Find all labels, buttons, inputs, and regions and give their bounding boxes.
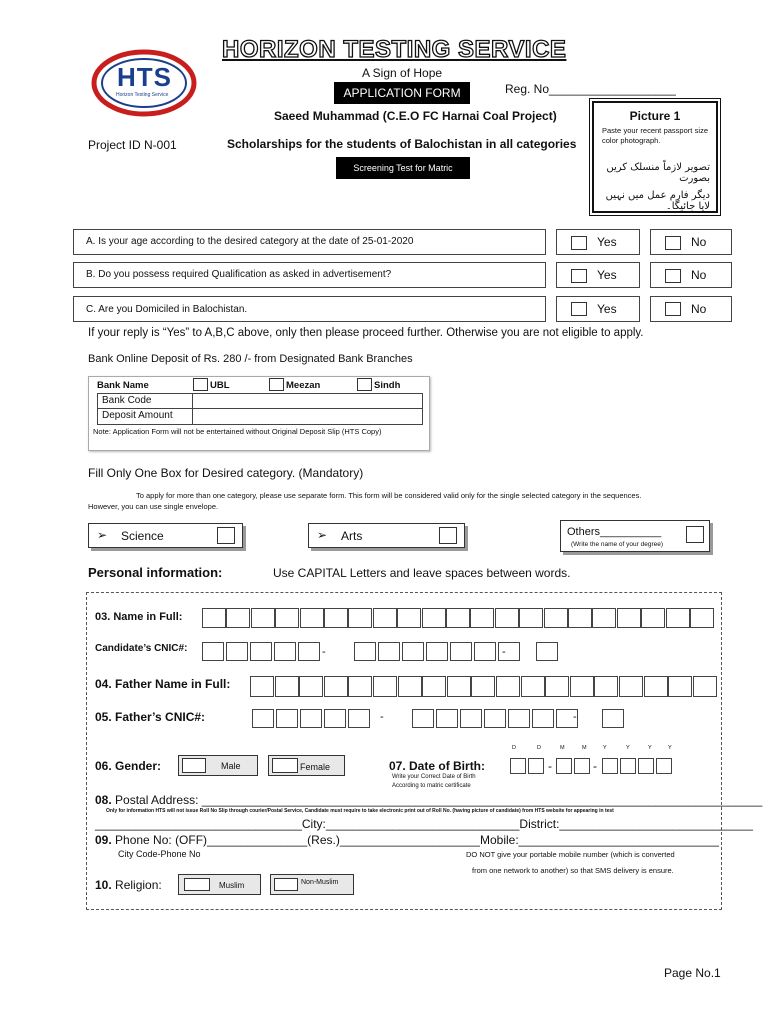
input-cell[interactable] bbox=[324, 608, 348, 628]
input-cell[interactable] bbox=[226, 608, 250, 628]
question-b-yes[interactable]: Yes bbox=[556, 262, 640, 288]
question-b-no[interactable]: No bbox=[650, 262, 732, 288]
input-cell[interactable] bbox=[275, 608, 299, 628]
question-a: A. Is your age according to the desired category at the date of 25-01-2020 bbox=[73, 229, 546, 255]
gender-male-checkbox[interactable] bbox=[182, 758, 206, 773]
dob-hint-1: Write your Correct Date of Birth bbox=[392, 774, 476, 780]
dob-letter: Y bbox=[648, 745, 652, 751]
input-cell[interactable] bbox=[298, 642, 320, 661]
input-cell[interactable] bbox=[252, 709, 274, 728]
input-cell[interactable] bbox=[446, 608, 470, 628]
dob-letter: Y bbox=[603, 745, 607, 751]
eligibility-notice: If your reply is “Yes” to A,B,C above, only then please proceed further. Otherwise you are not eligible to apply. bbox=[88, 327, 644, 339]
input-cell[interactable] bbox=[373, 676, 397, 697]
input-cell[interactable] bbox=[471, 676, 495, 697]
picture-note: Paste your recent passport size color photograph. bbox=[602, 126, 708, 145]
input-cell[interactable] bbox=[202, 642, 224, 661]
dob-hint-2: According to matric certificate bbox=[392, 783, 471, 789]
picture-urdu-2: دیگر فارم عمل میں نہیں لایا جائیگا۔ bbox=[605, 190, 710, 212]
mobile-note-1: DO NOT give your portable mobile number (which is converted bbox=[466, 850, 675, 859]
input-cell[interactable] bbox=[693, 676, 717, 697]
reg-no: Reg. No___________________ bbox=[505, 82, 676, 96]
input-cell[interactable] bbox=[354, 642, 376, 661]
question-a-no-checkbox[interactable] bbox=[665, 236, 681, 250]
dob-label: 07. Date of Birth: bbox=[389, 759, 486, 773]
bank-meezan-checkbox[interactable] bbox=[269, 378, 284, 391]
input-cell[interactable] bbox=[668, 676, 692, 697]
religion-non-muslim-checkbox[interactable] bbox=[274, 878, 298, 891]
bank-code-input[interactable] bbox=[192, 393, 424, 409]
input-cell[interactable] bbox=[508, 709, 530, 728]
input-cell[interactable] bbox=[373, 608, 397, 628]
bank-sindh-checkbox[interactable] bbox=[357, 378, 372, 391]
input-cell[interactable] bbox=[532, 709, 554, 728]
input-cell[interactable] bbox=[602, 758, 618, 774]
cnic-dash-1: - bbox=[322, 646, 326, 658]
input-cell[interactable] bbox=[378, 642, 400, 661]
input-cell[interactable] bbox=[250, 642, 272, 661]
bank-meezan-label: Meezan bbox=[286, 380, 321, 391]
input-cell[interactable] bbox=[436, 709, 458, 728]
scholarship-line: Scholarships for the students of Balochistan in all categories bbox=[227, 137, 577, 151]
input-cell[interactable] bbox=[528, 758, 544, 774]
question-c-yes[interactable]: Yes bbox=[556, 296, 640, 322]
page-number: Page No.1 bbox=[664, 966, 721, 980]
input-cell[interactable] bbox=[251, 608, 275, 628]
input-cell[interactable] bbox=[447, 676, 471, 697]
input-cell[interactable] bbox=[422, 608, 446, 628]
question-b: B. Do you possess required Qualification as asked in advertisement? bbox=[73, 262, 546, 288]
input-cell[interactable] bbox=[299, 676, 323, 697]
input-cell[interactable] bbox=[666, 608, 690, 628]
city-district-line[interactable]: _______________________________City:_____________________________District:_____________________________ bbox=[95, 817, 753, 831]
input-cell[interactable] bbox=[348, 676, 372, 697]
input-cell[interactable] bbox=[324, 709, 346, 728]
dob-letter: Y bbox=[626, 745, 630, 751]
category-instruction-1: To apply for more than one category, please use separate form. This form will be considered valid only for the single selected category in the sequences. bbox=[136, 491, 642, 500]
input-cell[interactable] bbox=[348, 709, 370, 728]
question-a-yes[interactable]: Yes bbox=[556, 229, 640, 255]
input-cell[interactable] bbox=[422, 676, 446, 697]
arts-option[interactable]: ➢ Arts bbox=[308, 523, 465, 548]
application-form-badge: APPLICATION FORM bbox=[334, 82, 470, 104]
input-cell[interactable] bbox=[656, 758, 672, 774]
religion-label: 10. Religion: bbox=[95, 878, 162, 892]
gender-male-option[interactable]: Male bbox=[178, 755, 258, 776]
input-cell[interactable] bbox=[568, 608, 592, 628]
dob-letter: D bbox=[512, 745, 516, 751]
mobile-note-2: from one network to another) so that SMS delivery is ensure. bbox=[472, 866, 674, 875]
input-cell[interactable] bbox=[536, 642, 558, 661]
postal-note: Only for information HTS will not issue Roll No Slip through courier/Postal Service, Candidate must require to take electronic print out of Roll No. (having picture of candidate) from HTS website for appearing in test bbox=[106, 808, 614, 814]
others-option[interactable]: Others__________ (Write the name of your degree) bbox=[560, 520, 710, 552]
dob-letter: Y bbox=[668, 745, 672, 751]
tagline: A Sign of Hope bbox=[362, 66, 443, 80]
postal-address-field[interactable]: 08. Postal Address: ____________________________________________________________________________________ bbox=[95, 793, 763, 807]
bank-ubl-checkbox[interactable] bbox=[193, 378, 208, 391]
father-cnic-dash-2: - bbox=[573, 711, 577, 723]
input-cell[interactable] bbox=[470, 608, 494, 628]
input-cell[interactable] bbox=[474, 642, 496, 661]
input-cell[interactable] bbox=[275, 676, 299, 697]
gender-label: 06. Gender: bbox=[95, 759, 162, 773]
picture-box[interactable] bbox=[592, 101, 718, 213]
input-cell[interactable] bbox=[398, 676, 422, 697]
input-cell[interactable] bbox=[570, 676, 594, 697]
input-cell[interactable] bbox=[644, 676, 668, 697]
bank-ubl-label: UBL bbox=[210, 380, 230, 391]
picture-title: Picture 1 bbox=[629, 109, 681, 123]
personal-heading: Personal information: bbox=[88, 565, 223, 580]
input-cell[interactable] bbox=[397, 608, 421, 628]
hts-logo bbox=[90, 48, 198, 118]
bank-heading: Bank Online Deposit of Rs. 280 /- from Designated Bank Branches bbox=[88, 353, 413, 365]
deposit-amount-row: Deposit Amount bbox=[97, 409, 423, 425]
input-cell[interactable] bbox=[402, 642, 424, 661]
input-cell[interactable] bbox=[594, 676, 618, 697]
question-b-yes-checkbox[interactable] bbox=[571, 269, 587, 283]
gender-female-option[interactable]: Female bbox=[268, 755, 345, 776]
question-a-no[interactable]: No bbox=[650, 229, 732, 255]
input-cell[interactable] bbox=[426, 642, 448, 661]
arts-arrow-icon: ➢ bbox=[317, 528, 328, 542]
religion-muslim-option[interactable]: Muslim bbox=[178, 874, 261, 895]
project-id: Project ID N-001 bbox=[88, 138, 177, 152]
input-cell[interactable] bbox=[250, 676, 274, 697]
input-cell[interactable] bbox=[556, 758, 572, 774]
input-cell[interactable] bbox=[510, 758, 526, 774]
bank-name-label: Bank Name bbox=[97, 380, 149, 391]
question-c-yes-checkbox[interactable] bbox=[571, 302, 587, 316]
input-cell[interactable] bbox=[412, 709, 434, 728]
father-cnic-label: 05. Father’s CNIC#: bbox=[95, 710, 206, 724]
input-cell[interactable] bbox=[300, 709, 322, 728]
input-cell[interactable] bbox=[484, 709, 506, 728]
input-cell[interactable] bbox=[544, 608, 568, 628]
dob-letter: M bbox=[560, 745, 565, 751]
input-cell[interactable] bbox=[519, 608, 543, 628]
input-cell[interactable] bbox=[521, 676, 545, 697]
input-cell[interactable] bbox=[690, 608, 714, 628]
screening-badge: Screening Test for Matric bbox=[336, 157, 470, 179]
others-checkbox[interactable] bbox=[686, 526, 704, 543]
input-cell[interactable] bbox=[641, 608, 665, 628]
bank-code-row: Bank Code bbox=[97, 393, 423, 409]
owner-line: Saeed Muhammad (C.E.O FC Harnai Coal Project) bbox=[274, 109, 557, 123]
bank-sindh-label: Sindh bbox=[374, 380, 401, 391]
dob-dash-1: - bbox=[548, 759, 552, 773]
input-cell[interactable] bbox=[617, 608, 641, 628]
input-cell[interactable] bbox=[620, 758, 636, 774]
input-cell[interactable] bbox=[276, 709, 298, 728]
page-title: HORIZON TESTING SERVICE bbox=[222, 36, 567, 63]
city-code-hint: City Code-Phone No bbox=[118, 849, 201, 859]
dob-dash-2: - bbox=[593, 759, 597, 773]
father-cnic-dash-1: - bbox=[380, 711, 384, 723]
input-cell[interactable] bbox=[592, 608, 616, 628]
gender-female-checkbox[interactable] bbox=[272, 758, 298, 773]
category-heading: Fill Only One Box for Desired category. (Mandatory) bbox=[88, 466, 364, 480]
question-a-yes-checkbox[interactable] bbox=[571, 236, 587, 250]
question-c-no[interactable]: No bbox=[650, 296, 732, 322]
dob-letter: M bbox=[582, 745, 587, 751]
personal-hint: Use CAPITAL Letters and leave spaces between words. bbox=[273, 566, 571, 580]
dob-letter: D bbox=[537, 745, 541, 751]
input-cell[interactable] bbox=[324, 676, 348, 697]
input-cell[interactable] bbox=[348, 608, 372, 628]
question-b-no-checkbox[interactable] bbox=[665, 269, 681, 283]
others-hint: (Write the name of your degree) bbox=[571, 541, 664, 548]
input-cell[interactable] bbox=[619, 676, 643, 697]
bank-note: Note: Application Form will not be entertained without Original Deposit Slip (HTS Copy) bbox=[93, 427, 382, 436]
input-cell[interactable] bbox=[495, 608, 519, 628]
input-cell[interactable] bbox=[300, 608, 324, 628]
science-option[interactable]: ➢ Science bbox=[88, 523, 243, 548]
logo-subtext: Horizon Testing Service bbox=[116, 92, 169, 98]
bank-panel bbox=[88, 376, 430, 451]
input-cell[interactable] bbox=[602, 709, 624, 728]
arts-checkbox[interactable] bbox=[439, 527, 457, 544]
input-cell[interactable] bbox=[574, 758, 590, 774]
deposit-amount-input[interactable] bbox=[192, 409, 424, 424]
input-cell[interactable] bbox=[274, 642, 296, 661]
science-checkbox[interactable] bbox=[217, 527, 235, 544]
name-label: 03. Name in Full: bbox=[95, 611, 183, 623]
category-instruction-2: However, you can use single envelope. bbox=[88, 502, 219, 511]
input-cell[interactable] bbox=[202, 608, 226, 628]
picture-urdu-1: تصویر لازماً منسلک کریں بصورت bbox=[606, 162, 710, 184]
input-cell[interactable] bbox=[226, 642, 248, 661]
input-cell[interactable] bbox=[545, 676, 569, 697]
phone-field[interactable]: 09. Phone No: (OFF)_______________(Res.)_____________________Mobile:______________________________ bbox=[95, 833, 719, 847]
father-name-label: 04. Father Name in Full: bbox=[95, 677, 231, 691]
input-cell[interactable] bbox=[460, 709, 482, 728]
question-c: C. Are you Domiciled in Balochistan. bbox=[73, 296, 546, 322]
science-arrow-icon: ➢ bbox=[97, 528, 108, 542]
logo-text: HTS bbox=[117, 62, 172, 92]
input-cell[interactable] bbox=[496, 676, 520, 697]
personal-info-frame bbox=[86, 592, 722, 910]
question-c-no-checkbox[interactable] bbox=[665, 302, 681, 316]
cnic-dash-2: - bbox=[502, 646, 506, 658]
religion-non-muslim-option[interactable]: Non-Muslim bbox=[270, 874, 354, 895]
input-cell[interactable] bbox=[450, 642, 472, 661]
input-cell[interactable] bbox=[638, 758, 654, 774]
religion-muslim-checkbox[interactable] bbox=[184, 878, 210, 891]
cnic-label: Candidate’s CNIC#: bbox=[95, 643, 188, 654]
